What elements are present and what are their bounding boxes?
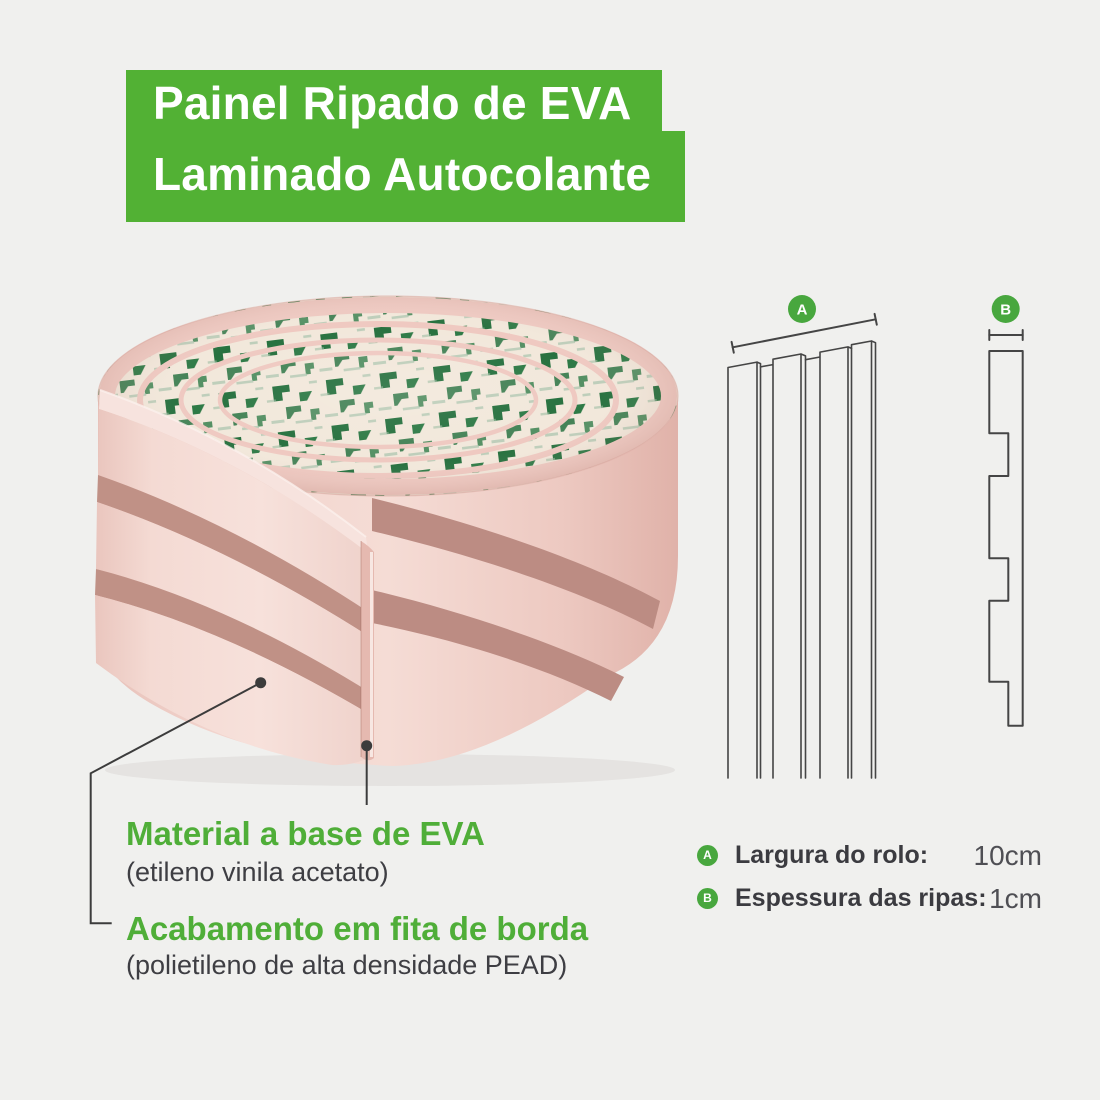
callout-edge-finish-label: Acabamento em fita de borda xyxy=(126,910,589,947)
legend-value-a: 10cm xyxy=(973,839,1042,871)
drawing-front-view xyxy=(728,314,877,778)
legend-row-b xyxy=(697,882,1042,914)
marker-a-letter: A xyxy=(796,301,808,319)
product-photo xyxy=(95,296,678,786)
legend-marker-b-badge: B xyxy=(697,888,718,909)
callout-dot-edge xyxy=(361,740,372,751)
callout-material-label: Material a base de EVA xyxy=(126,815,485,852)
marker-b xyxy=(992,295,1020,323)
title-banner xyxy=(126,70,685,222)
callout-material-sublabel: (etileno vinila acetato) xyxy=(126,857,389,887)
legend xyxy=(697,839,1042,931)
dimension-line-b xyxy=(989,330,1022,340)
legend-label-a: Largura do rolo: xyxy=(735,841,929,869)
title-line-1 xyxy=(126,70,662,131)
profile-outline xyxy=(989,351,1022,726)
callout-edge-finish-sublabel: (polietileno de alta densidade PEAD) xyxy=(126,950,568,980)
marker-a xyxy=(788,295,816,323)
title-line-2 xyxy=(126,131,685,222)
drawing-side-profile xyxy=(989,330,1022,726)
legend-row-a xyxy=(697,839,1042,871)
marker-b-letter: B xyxy=(1000,301,1012,319)
legend-label-b: Espessura das ripas: xyxy=(735,884,987,912)
title-text-2: Laminado Autocolante xyxy=(153,147,652,200)
legend-value-b: 1cm xyxy=(989,882,1042,914)
callout-dot-material xyxy=(255,677,266,688)
title-text-1: Painel Ripado de EVA xyxy=(153,77,632,129)
legend-marker-a-badge: A xyxy=(697,845,718,866)
